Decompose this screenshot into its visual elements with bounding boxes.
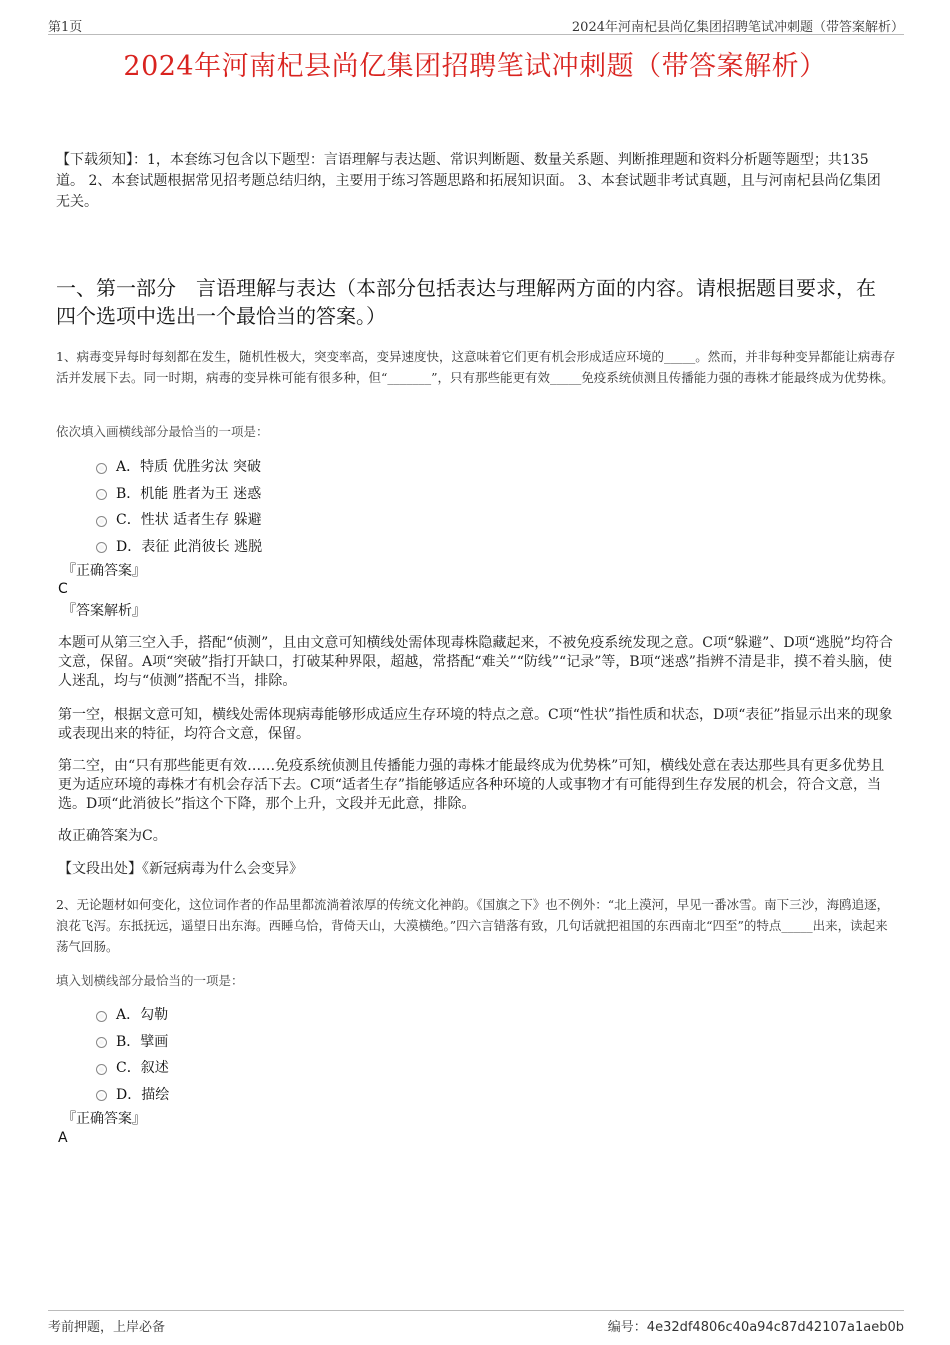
footer-id-label: 编号： (607, 1320, 647, 1335)
question-1-source: 【文段出处】《新冠病毒为什么会变异》 (58, 861, 303, 877)
footer-id (608, 1316, 904, 1335)
radio-icon[interactable] (96, 1037, 107, 1048)
section-heading: 一、第一部分 言语理解与表达（本部分包括表达与理解两方面的内容。请根据题目要求，在四个选项中选出一个最恰当的答案。） (56, 276, 876, 328)
option-a[interactable] (96, 1001, 169, 1028)
option-d[interactable] (96, 1081, 169, 1108)
download-notice: 【下载须知】：1，本套练习包含以下题型：言语理解与表达题、常识判断题、数量关系题、判断推理题和资料分析题等题型；共135道。 2、本套试题根据常见招考题总结归纳，主要用于练习答题思路和拓展知识面。 3、本套试题非考试真题，且与河南杞县尚亿集团无关。 (56, 152, 881, 210)
option-c-label: C．叙述 (116, 1060, 169, 1077)
option-a-label: A．特质 优胜劣汰 突破 (116, 459, 262, 476)
option-b[interactable] (96, 480, 262, 507)
radio-icon[interactable] (96, 1090, 107, 1101)
footer-id-code: 4e32df4806c40a94c87d42107a1aeb0b (646, 1320, 904, 1335)
option-d[interactable] (96, 533, 262, 560)
question-2-options (96, 1001, 169, 1107)
question-2-answer: A (58, 1130, 68, 1146)
question-2-stem: 2、无论题材如何变化，这位词作者的作品里都流淌着浓厚的传统文化神韵。《国旗之下》也不例外：“北上漠河，早见一番冰雪。南下三沙，海鸥追逐，浪花飞泻。东抵抚远，遥望日出东海。西睡乌恰，背倚天山，大漠横绝。”四六言错落有致，几句话就把祖国的东西南北“四至”的特点_____出来，读起来荡气回肠。 (56, 897, 890, 954)
option-d-label: D．表征 此消彼长 逃脱 (116, 538, 263, 555)
question-1-analysis-paragraph: 第二空，由“只有那些能更有效……免疫系统侦测且传播能力强的毒株才能最终成为优势株”可知，横线处意在表达那些具有更多优势且更为适应环境的毒株才有机会存活下去。C项“适者生存”指能够适应各种环境的人或事物才有可能得到生存发展的机会，符合文意，当选。D项“此消彼长”指这个下降，那个上升，文段并无此意，排除。 (58, 758, 885, 812)
footer-slogan: 考前押题，上岸必备 (48, 1320, 166, 1335)
option-b[interactable] (96, 1028, 169, 1055)
option-d-label: D．描绘 (116, 1086, 170, 1103)
radio-icon[interactable] (96, 489, 107, 500)
question-1-answer-label: 『正确答案』 (62, 563, 146, 579)
option-a-label: A．勾勒 (116, 1007, 169, 1024)
question-1-prompt: 依次填入画横线部分最恰当的一项是： (56, 424, 269, 439)
question-1-options (96, 453, 262, 559)
option-b-label: B．机能 胜者为王 迷惑 (116, 485, 262, 502)
option-c-label: C．性状 适者生存 躲避 (116, 512, 262, 529)
question-1-answer: C (58, 581, 68, 597)
question-1-conclusion: 故正确答案为C。 (58, 828, 167, 844)
question-1-analysis-label: 『答案解析』 (62, 603, 146, 619)
page-footer (48, 1310, 904, 1335)
header-doc-title: 2024年河南杞县尚亿集团招聘笔试冲刺题（带答案解析） (571, 20, 904, 35)
option-a[interactable] (96, 453, 262, 480)
radio-icon[interactable] (96, 1064, 107, 1075)
question-1-analysis-paragraph: 第一空，根据文意可知，横线处需体现病毒能够形成适应生存环境的特点之意。C项“性状”指性质和状态，D项“表征”指显示出来的现象或表现出来的特征，均符合文意，保留。 (58, 707, 893, 742)
page-header (48, 12, 904, 35)
document-title: 2024年河南杞县尚亿集团招聘笔试冲刺题（带答案解析） (123, 51, 827, 82)
radio-icon[interactable] (96, 516, 107, 527)
question-1-stem: 1、病毒变异每时每刻都在发生，随机性极大，突变率高，变异速度快，这意味着它们更有机会形成适应环境的_____。然而，并非每种变异都能让病毒存活并发展下去。同一时期，病毒的变异株可能有很多种，但“_______”，只有那些能更有效_____免疫系统侦测且传播能力强的毒株才能最终成为优势株。 (56, 349, 896, 385)
radio-icon[interactable] (96, 1011, 107, 1022)
radio-icon[interactable] (96, 463, 107, 474)
question-1-analysis-paragraph: 本题可从第三空入手，搭配“侦测”，且由文意可知横线处需体现毒株隐藏起来，不被免疫系统发现之意。C项“躲避”、D项“逃脱”均符合文意，保留。A项“突破”指打开缺口，打破某种界限，超越，常搭配“难关”“防线”“记录”等，B项“迷惑”指辨不清是非，摸不着头脑，使人迷乱，均与“侦测”搭配不当，排除。 (58, 635, 893, 689)
radio-icon[interactable] (96, 542, 107, 553)
page-number: 第1页 (48, 20, 83, 35)
option-b-label: B．擘画 (116, 1033, 169, 1050)
option-c[interactable] (96, 1054, 169, 1081)
question-2-prompt: 填入划横线部分最恰当的一项是： (56, 973, 244, 988)
option-c[interactable] (96, 506, 262, 533)
question-2-answer-label: 『正确答案』 (62, 1111, 146, 1127)
